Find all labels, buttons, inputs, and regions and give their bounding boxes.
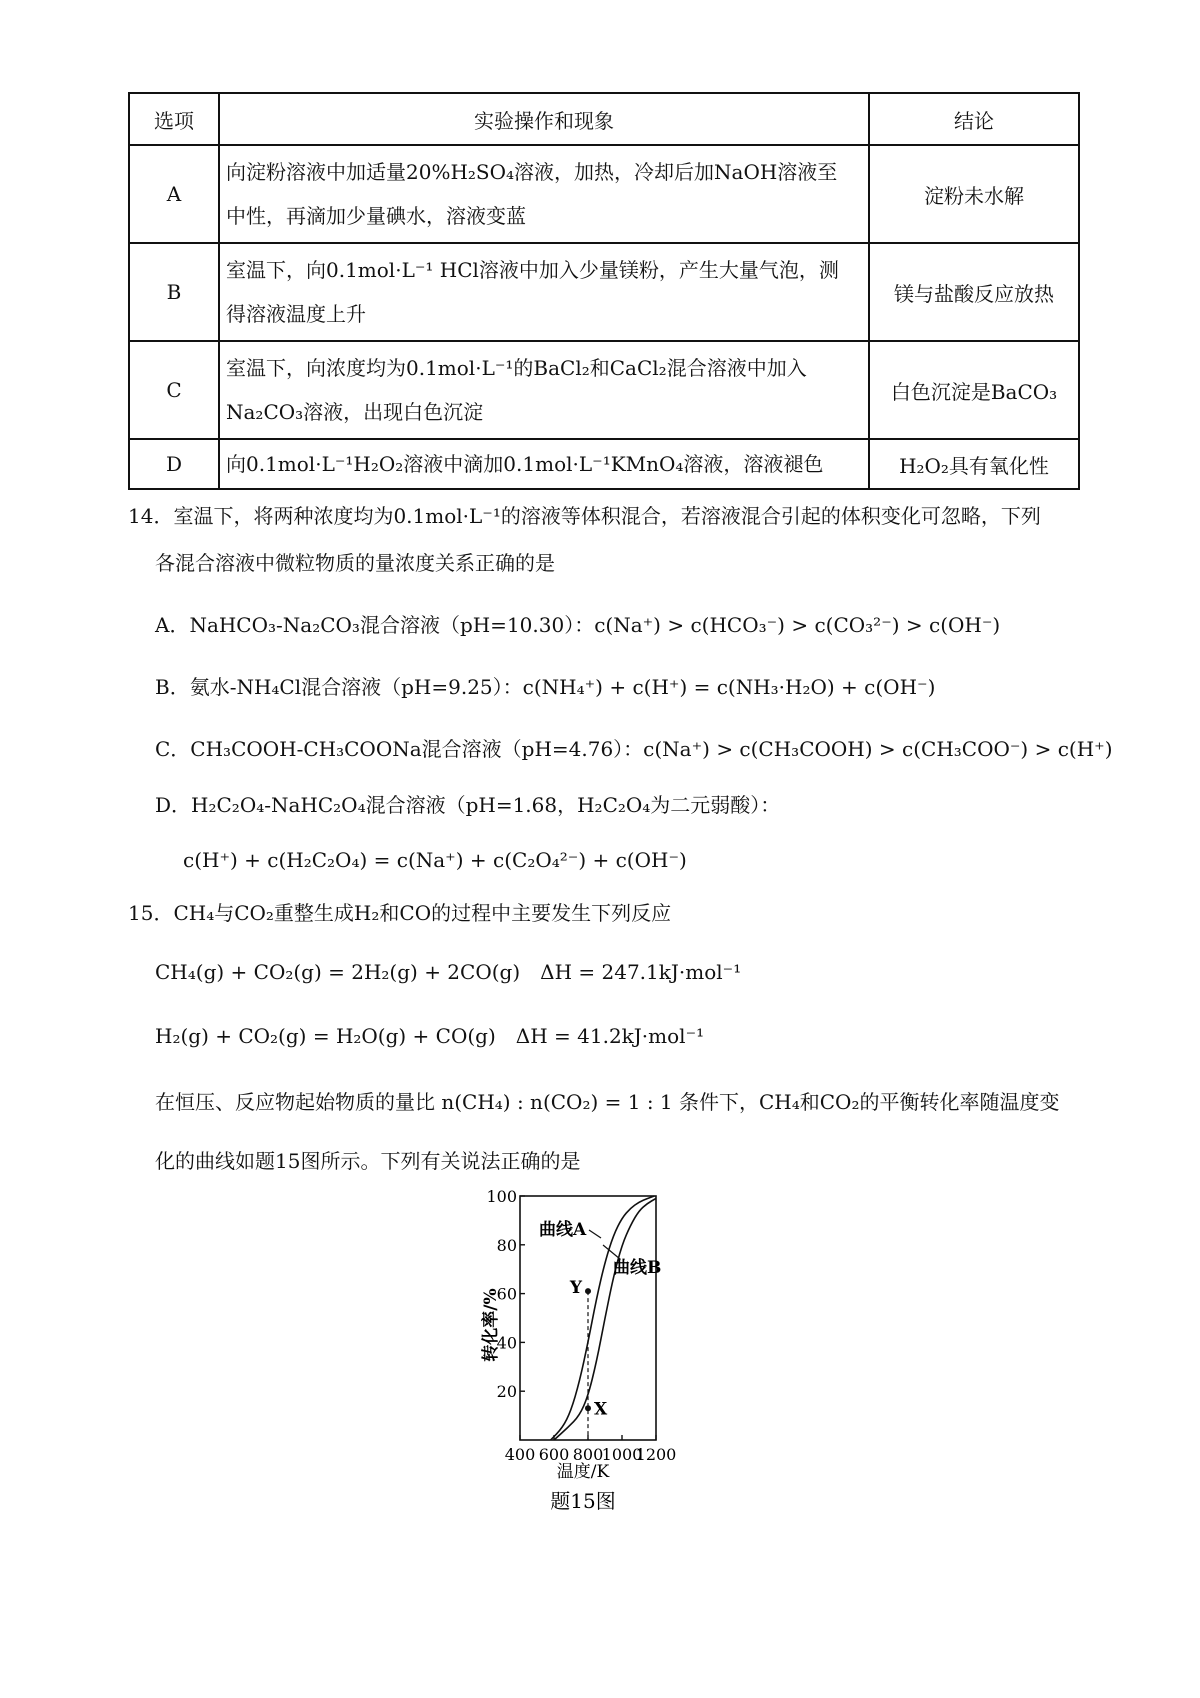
q15-stem: 15．CH₄与CO₂重整生成H₂和CO的过程中主要发生下列反应 <box>128 901 672 925</box>
table-row <box>129 439 1079 489</box>
q14-option-b: B．氨水-NH₄Cl混合溶液（pH=9.25）：c(NH₄⁺) + c(H⁺) = c(NH₃·H₂O) + c(OH⁻) <box>155 675 936 699</box>
operation-line-2: 中性，再滴加少量碘水，溶液变蓝 <box>226 204 526 228</box>
q14-option-d-line-2: c(H⁺) + c(H₂C₂O₄) = c(Na⁺) + c(C₂O₄²⁻) + c(OH⁻) <box>183 848 687 872</box>
x-axis-label: 温度/K <box>556 1462 610 1482</box>
q14-option-d-line-1: D．H₂C₂O₄-NaHC₂O₄混合溶液（pH=1.68，H₂C₂O₄为二元弱酸）： <box>155 793 781 817</box>
row-operation: 向0.1mol·L⁻¹H₂O₂溶液中滴加0.1mol·L⁻¹KMnO₄溶液，溶液褪色 <box>219 439 869 489</box>
q15-equation-2: H₂(g) + CO₂(g) = H₂O(g) + CO(g) ΔH = 41.2kJ·mol⁻¹ <box>155 1024 705 1048</box>
operation-line-2: Na₂CO₃溶液，出现白色沉淀 <box>226 400 484 424</box>
row-operation <box>219 243 869 341</box>
y-tick-label: 40 <box>496 1333 517 1353</box>
point-x <box>585 1405 591 1411</box>
q14-stem-line-1: 14．室温下，将两种浓度均为0.1mol·L⁻¹的溶液等体积混合，若溶液混合引起的体积变化可忽略，下列 <box>128 504 1041 528</box>
header-option: 选项 <box>129 93 219 145</box>
operation-line-1: 向淀粉溶液中加适量20%H₂SO₄溶液，加热，冷却后加NaOH溶液至 <box>226 160 838 184</box>
y-tick-label: 20 <box>496 1382 517 1402</box>
x-tick-label: 400 <box>504 1445 536 1464</box>
row-conclusion: 镁与盐酸反应放热 <box>869 243 1079 341</box>
y-tick-label: 80 <box>496 1235 517 1255</box>
q14-option-a: A．NaHCO₃-Na₂CO₃混合溶液（pH=10.30）：c(Na⁺) > c(HCO₃⁻) > c(CO₃²⁻) > c(OH⁻) <box>155 613 1001 637</box>
x-tick-label: 800 <box>572 1445 604 1464</box>
curve-a-leader <box>589 1230 601 1238</box>
row-operation <box>219 145 869 243</box>
table-row <box>129 145 1079 243</box>
x-tick-label: 1200 <box>635 1445 677 1464</box>
q15-condition-line-2: 化的曲线如题15图所示。下列有关说法正确的是 <box>155 1149 581 1173</box>
x-tick-label: 600 <box>538 1445 570 1464</box>
q15-equation-1: CH₄(g) + CO₂(g) = 2H₂(g) + 2CO(g) ΔH = 247.1kJ·mol⁻¹ <box>155 960 742 984</box>
header-operation: 实验操作和现象 <box>219 93 869 145</box>
chart-marks <box>569 1278 608 1440</box>
curve-b-leader <box>603 1245 620 1259</box>
q14-stem-line-2: 各混合溶液中微粒物质的量浓度关系正确的是 <box>155 551 555 575</box>
experiment-table <box>128 92 1080 490</box>
operation-line-1: 室温下，向浓度均为0.1mol·L⁻¹的BaCl₂和CaCl₂混合溶液中加入 <box>226 356 807 380</box>
conversion-chart <box>460 1180 760 1520</box>
q14-option-c: C．CH₃COOH-CH₃COONa混合溶液（pH=4.76）：c(Na⁺) > c(CH₃COOH) > c(CH₃COO⁻) > c(H⁺) <box>155 737 1113 761</box>
row-conclusion: 白色沉淀是BaCO₃ <box>869 341 1079 439</box>
q15-condition-line-1: 在恒压、反应物起始物质的量比 n(CH₄) : n(CO₂) = 1 : 1 条件下，CH₄和CO₂的平衡转化率随温度变 <box>155 1090 1060 1114</box>
curve-a-label: 曲线A <box>539 1220 587 1240</box>
curve-b-label: 曲线B <box>613 1258 662 1278</box>
point-x-label: X <box>594 1399 608 1420</box>
figure-caption: 题15图 <box>550 1489 616 1513</box>
y-axis-label: 转化率/% <box>481 1288 501 1362</box>
row-operation <box>219 341 869 439</box>
row-conclusion: H₂O₂具有氧化性 <box>869 439 1079 489</box>
table-row <box>129 341 1079 439</box>
operation-line-2: 得溶液温度上升 <box>226 302 366 326</box>
row-option: A <box>129 145 219 243</box>
table-row <box>129 243 1079 341</box>
y-tick-label: 100 <box>486 1187 517 1206</box>
x-tick-label: 1000 <box>601 1445 643 1464</box>
row-conclusion: 淀粉未水解 <box>869 145 1079 243</box>
chart-svg <box>460 1180 760 1520</box>
row-option: B <box>129 243 219 341</box>
operation-line-1: 室温下，向0.1mol·L⁻¹ HCl溶液中加入少量镁粉，产生大量气泡，测 <box>226 258 839 282</box>
row-option: C <box>129 341 219 439</box>
point-y-label: Y <box>569 1278 582 1299</box>
y-tick-label: 60 <box>496 1284 517 1304</box>
header-conclusion: 结论 <box>869 93 1079 145</box>
table-header-row <box>129 93 1079 145</box>
point-y <box>585 1288 591 1294</box>
row-option: D <box>129 439 219 489</box>
